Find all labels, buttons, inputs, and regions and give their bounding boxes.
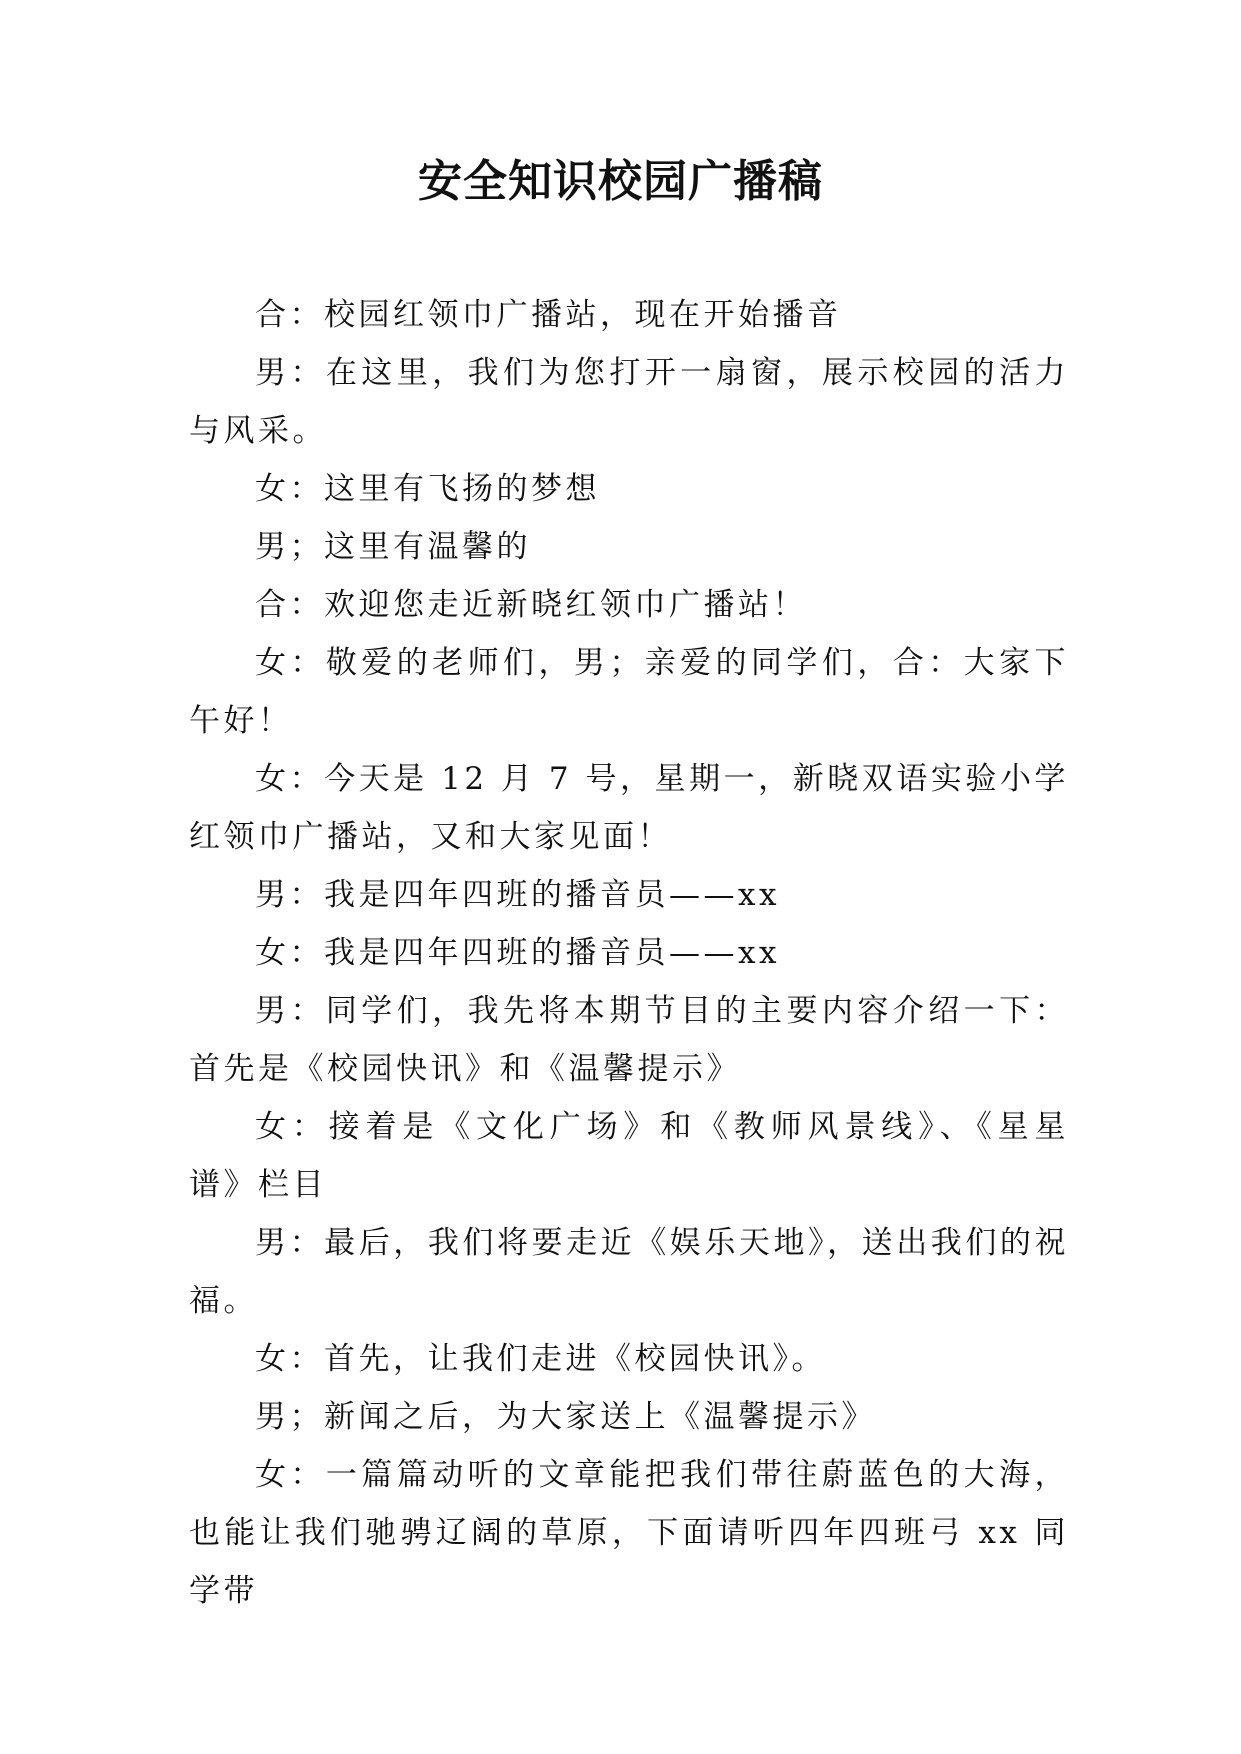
paragraph: 女：今天是 12 月 7 号，星期一，新晓双语实验小学红领巾广播站，又和大家见面！: [189, 761, 1069, 855]
paragraph: 男：最后，我们将要走近《娱乐天地》，送出我们的祝福。: [189, 1225, 1069, 1319]
paragraph: 男；这里有温馨的: [255, 529, 531, 565]
paragraph: 男：在这里，我们为您打开一扇窗，展示校园的活力与风采。: [189, 355, 1069, 449]
paragraph: 合：欢迎您走近新晓红领巾广播站！: [255, 587, 807, 623]
document-body: [189, 286, 1069, 1620]
paragraph: 女：一篇篇动听的文章能把我们带往蔚蓝色的大海，也能让我们驰骋辽阔的草原，下面请听四年四班弓 xx 同学带: [189, 1457, 1069, 1609]
paragraph: 女：首先，让我们走进《校园快讯》。: [255, 1341, 826, 1377]
paragraph: 合：校园红领巾广播站，现在开始播音: [255, 297, 842, 333]
paragraph: 男：同学们，我先将本期节目的主要内容介绍一下：首先是《校园快讯》和《温馨提示》: [189, 993, 1069, 1087]
paragraph: 男；新闻之后，为大家送上《温馨提示》: [255, 1399, 876, 1435]
document-title: 安全知识校园广播稿: [418, 156, 823, 207]
paragraph: 女：这里有飞扬的梦想: [255, 471, 600, 507]
paragraph: 女：接着是《文化广场》和《教师风景线》、《星星谱》栏目: [189, 1109, 1069, 1203]
paragraph: 女：我是四年四班的播音员——xx: [255, 935, 780, 971]
paragraph: 女：敬爱的老师们，男；亲爱的同学们，合：大家下午好！: [189, 645, 1069, 739]
paragraph: 男：我是四年四班的播音员——xx: [255, 877, 780, 913]
